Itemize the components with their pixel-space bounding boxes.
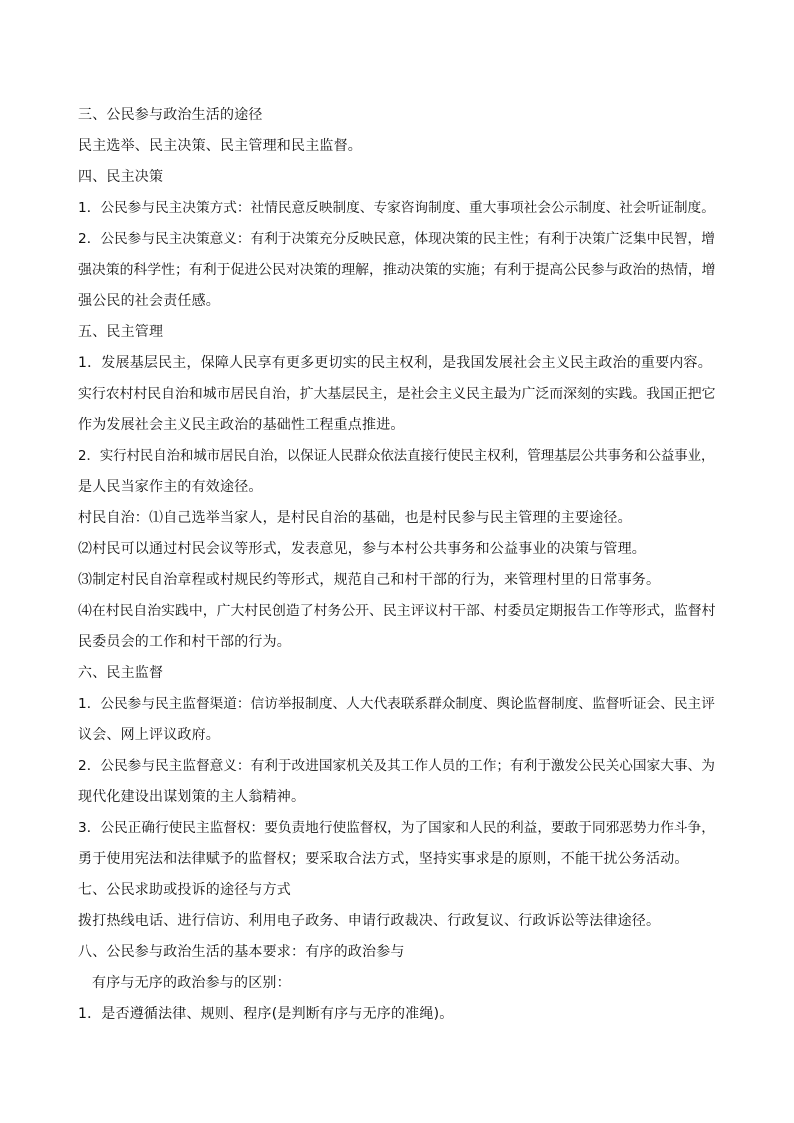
document-page <box>78 100 728 1030</box>
section-heading: 四、民主决策 <box>78 169 164 185</box>
paragraph-line: 3．公民正确行使民主监督权：要负责地行使监督权，为了国家和人民的利益，要敢于同邪恶势力作斗争， <box>78 820 715 836</box>
paragraph-line: 议会、网上评议政府。 <box>78 727 220 743</box>
paragraph-line: 作为发展社会主义民主政治的基础性工程重点推进。 <box>78 417 405 433</box>
paragraph-line: 1．公民参与民主决策方式：社情民意反映制度、专家咨询制度、重大事项社会公示制度、社会听证制度。 <box>78 200 715 216</box>
paragraph-line: 2．公民参与民主决策意义：有利于决策充分反映民意，体现决策的民主性；有利于决策广泛集中民智，增 <box>78 231 715 247</box>
section-heading: 三、公民参与政治生活的途径 <box>78 107 263 123</box>
paragraph-line: 1．发展基层民主，保障人民享有更多更切实的民主权利，是我国发展社会主义民主政治的重要内容。 <box>78 355 712 371</box>
paragraph-line: 强决策的科学性；有利于促进公民对决策的理解，推动决策的实施；有利于提高公民参与政治的热情，增 <box>78 262 716 278</box>
paragraph-line: 强公民的社会责任感。 <box>78 293 220 309</box>
paragraph-line: 民委员会的工作和村干部的行为。 <box>78 634 291 650</box>
section-heading: 五、民主管理 <box>78 324 164 340</box>
paragraph-line: 是人民当家作主的有效途径。 <box>78 479 263 495</box>
paragraph-line: ⑶制定村民自治章程或村规民约等形式，规范自己和村干部的行为，来管理村里的日常事务。 <box>78 572 661 588</box>
paragraph-line: 2．公民参与民主监督意义：有利于改进国家机关及其工作人员的工作；有利于激发公民关心国家大事、为 <box>78 758 715 774</box>
section-heading: 七、公民求助或投诉的途径与方式 <box>78 882 291 898</box>
paragraph-line: ⑷在村民自治实践中，广大村民创造了村务公开、民主评议村干部、村委员定期报告工作等形式，监督村 <box>78 603 716 619</box>
paragraph-line: 1．是否遵循法律、规则、程序(是判断有序与无序的准绳)。 <box>78 1006 454 1022</box>
paragraph-line: ⑵村民可以通过村民会议等形式，发表意见，参与本村公共事务和公益事业的决策与管理。 <box>78 541 646 557</box>
paragraph-line: 有序与无序的政治参与的区别： <box>92 975 291 991</box>
paragraph-line: 民主选举、民主决策、民主管理和民主监督。 <box>78 138 362 154</box>
paragraph-line: 实行农村村民自治和城市居民自治，扩大基层民主，是社会主义民主最为广泛而深刻的实践。我国正把它 <box>78 386 716 402</box>
paragraph-line: 2．实行村民自治和城市居民自治，以保证人民群众依法直接行使民主权利，管理基层公共事务和公益事业， <box>78 449 715 464</box>
section-heading: 八、公民参与政治生活的基本要求：有序的政治参与 <box>78 944 405 960</box>
paragraph-line: 1．公民参与民主监督渠道：信访举报制度、人大代表联系群众制度、舆论监督制度、监督听证会、民主评 <box>78 696 715 712</box>
paragraph-line: 勇于使用宪法和法律赋予的监督权；要采取合法方式，坚持实事求是的原则，不能干扰公务活动。 <box>78 851 689 867</box>
paragraph-line: 拨打热线电话、进行信访、利用电子政务、申请行政裁决、行政复议、行政诉讼等法律途径。 <box>78 913 661 929</box>
paragraph-line: 村民自治：⑴自己选举当家人，是村民自治的基础，也是村民参与民主管理的主要途径。 <box>78 510 632 526</box>
section-heading: 六、民主监督 <box>78 665 164 681</box>
paragraph-line: 现代化建设出谋划策的主人翁精神。 <box>78 789 306 805</box>
